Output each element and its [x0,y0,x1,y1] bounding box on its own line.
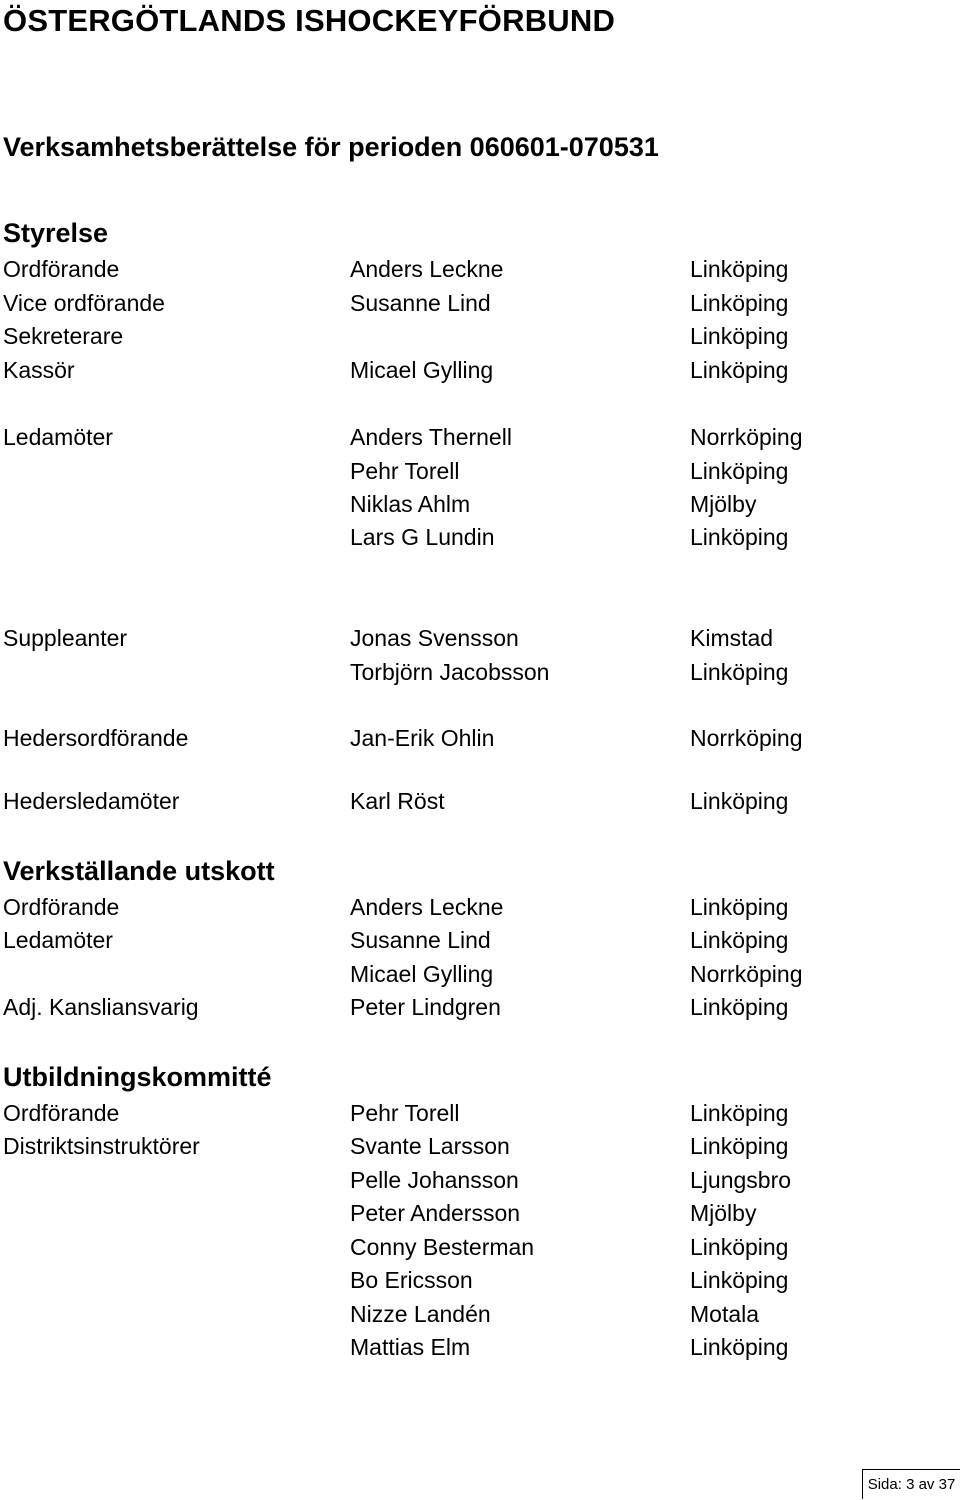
section-heading-verkstallande-utskott: Verkställande utskott [3,856,275,886]
member-name: Bo Ericsson [350,1267,473,1293]
member-name: Susanne Lind [350,927,491,953]
member-name: Peter Lindgren [350,994,501,1020]
member-city: Mjölby [690,1200,757,1226]
member-name: Peter Andersson [350,1200,521,1226]
member-city: Linköping [690,894,789,920]
member-city: Linköping [690,1334,789,1360]
member-city: Linköping [690,458,789,484]
styrelse-row [0,488,960,520]
role-label: Distriktsinstruktörer [3,1133,200,1159]
role-label: Hedersordförande [3,725,189,751]
member-name: Nizze Landén [350,1301,491,1327]
styrelse-row [0,253,960,285]
member-name: Anders Leckne [350,256,504,282]
member-city: Linköping [690,256,789,282]
member-city: Motala [690,1301,760,1327]
utbildning-row [0,1298,960,1330]
styrelse-row [0,521,960,553]
role-label: Adj. Kansliansvarig [3,994,199,1020]
styrelse-row [0,656,960,688]
member-city: Linköping [690,1100,789,1126]
member-city: Norrköping [690,424,803,450]
document-title: ÖSTERGÖTLANDS ISHOCKEYFÖRBUND [3,3,616,38]
section-heading-utbildningskommitte: Utbildningskommitté [3,1062,272,1092]
role-label: Ordförande [3,256,120,282]
member-city: Linköping [690,659,789,685]
role-label: Ordförande [3,1100,120,1126]
member-city: Mjölby [690,491,757,517]
styrelse-row [0,287,960,319]
member-city: Linköping [690,994,789,1020]
role-label: Kassör [3,357,75,383]
member-name: Micael Gylling [350,961,494,987]
member-name: Mattias Elm [350,1334,471,1360]
member-city: Linköping [690,1234,789,1260]
utbildning-row [0,1130,960,1162]
styrelse-row [0,455,960,487]
member-name: Jan-Erik Ohlin [350,725,495,751]
page-number-box [862,1469,960,1499]
member-name: Torbjörn Jacobsson [350,659,550,685]
styrelse-row [0,354,960,386]
role-label: Ordförande [3,894,120,920]
document-subtitle: Verksamhetsberättelse för perioden 060601-070531 [3,132,659,162]
member-city: Linköping [690,323,789,349]
member-city: Linköping [690,290,789,316]
styrelse-row [0,421,960,453]
role-label: Ledamöter [3,424,113,450]
utbildning-row [0,1197,960,1229]
member-city: Linköping [690,1133,789,1159]
member-name: Micael Gylling [350,357,494,383]
verkstallande-row [0,891,960,923]
member-city: Norrköping [690,961,803,987]
styrelse-row [0,785,960,817]
section-heading-styrelse: Styrelse [3,218,109,248]
member-city: Linköping [690,357,789,383]
role-label: Vice ordförande [3,290,165,316]
role-label: Suppleanter [3,625,128,651]
member-name: Karl Röst [350,788,445,814]
member-city: Ljungsbro [690,1167,792,1193]
member-name: Pehr Torell [350,458,460,484]
member-name: Svante Larsson [350,1133,510,1159]
styrelse-row [0,622,960,654]
utbildning-row [0,1331,960,1363]
member-name: Anders Thernell [350,424,512,450]
member-name: Pelle Johansson [350,1167,519,1193]
utbildning-row [0,1264,960,1296]
utbildning-row [0,1164,960,1196]
styrelse-row [0,722,960,754]
page-number: Sida: 3 av 37 [867,1476,956,1493]
verkstallande-row [0,991,960,1023]
utbildning-row [0,1097,960,1129]
member-name: Lars G Lundin [350,524,495,550]
verkstallande-row [0,958,960,990]
member-name: Susanne Lind [350,290,491,316]
styrelse-row [0,320,960,352]
member-name: Anders Leckne [350,894,504,920]
member-city: Linköping [690,788,789,814]
member-city: Norrköping [690,725,803,751]
member-city: Linköping [690,927,789,953]
role-label: Ledamöter [3,927,113,953]
verkstallande-row [0,924,960,956]
member-name: Jonas Svensson [350,625,519,651]
member-name: Conny Besterman [350,1234,535,1260]
utbildning-row [0,1231,960,1263]
member-name: Niklas Ahlm [350,491,471,517]
member-city: Kimstad [690,625,774,651]
role-label: Sekreterare [3,323,124,349]
member-city: Linköping [690,524,789,550]
role-label: Hedersledamöter [3,788,180,814]
member-name: Pehr Torell [350,1100,460,1126]
member-city: Linköping [690,1267,789,1293]
